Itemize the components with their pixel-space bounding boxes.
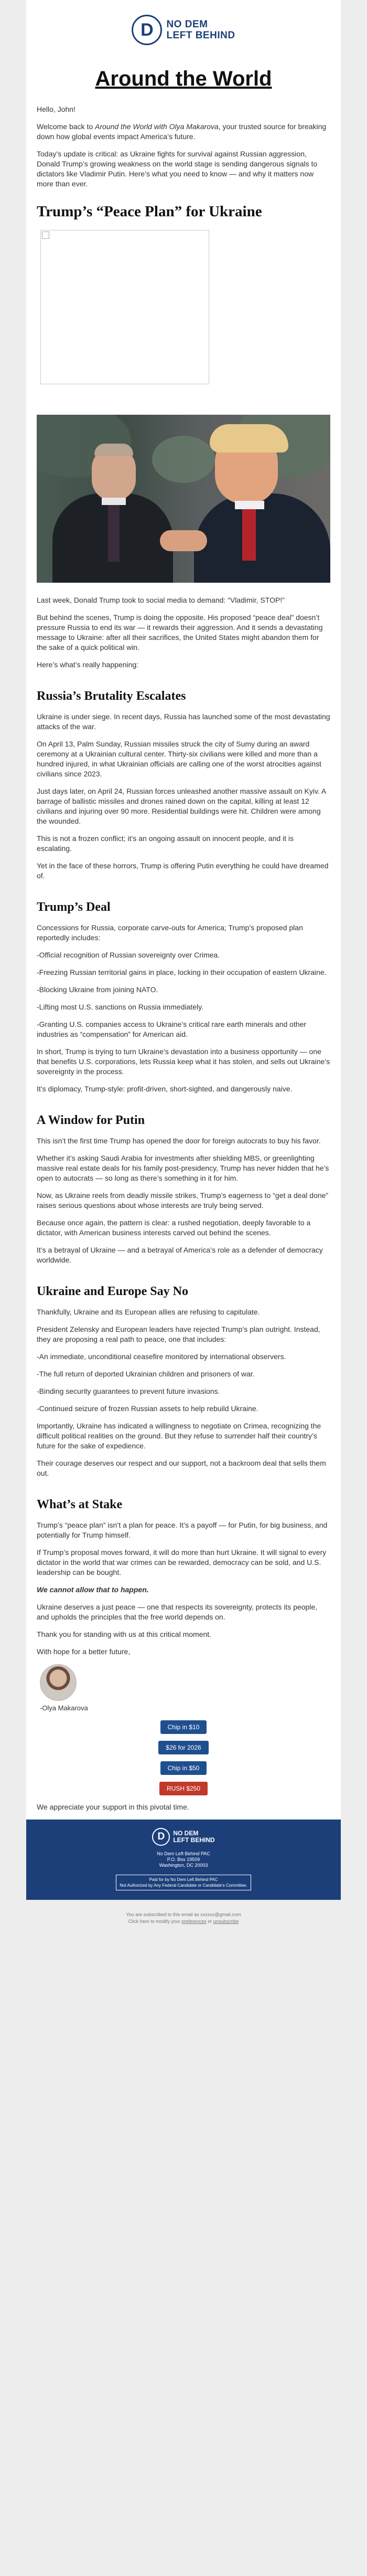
news-photo [37, 415, 330, 583]
subscription-notice [0, 1911, 367, 1925]
donate-26-button[interactable]: $26 for 2026 [158, 1741, 208, 1754]
s5-p4: Their courage deserves our respect and our support, not a backroom deal that sells them out. [37, 1459, 326, 1477]
s6-p2: If Trump’s proposal moves forward, it will do more than hurt Ukraine. It will signal to every dictator in the world that war crimes can be rewarded, democracy can be sold, and U.S. leadership can be bought. [37, 1548, 327, 1576]
footer-logo-line-1: NO DEM [173, 1830, 199, 1837]
s2-p1: Ukraine is under siege. In recent days, Russia has launched some of the most devastating attacks of the war. [37, 712, 330, 731]
logo-wordmark [166, 19, 235, 41]
list-item: -The full return of deported Ukrainian children and prisoners of war. [37, 1370, 255, 1378]
section-heading-at-stake: What’s at Stake [37, 1498, 123, 1511]
section-heading-brutality: Russia’s Brutality Escalates [37, 689, 186, 703]
s3-p2: In short, Trump is trying to turn Ukraine’s devastation into a business opportunity — one that benefits U.S. corporations, lets Russia keep what it has stolen, and sells out Ukraine’s sovereignty in the process. [37, 1047, 330, 1076]
logo-letter: D [141, 20, 154, 40]
s6-p6: With hope for a better future, [37, 1647, 131, 1656]
author-avatar [40, 1664, 77, 1701]
header-logo-area [37, 0, 330, 51]
donate-250-button[interactable]: RUSH $250 [159, 1782, 208, 1795]
unsubscribe-link[interactable]: unsubscribe [213, 1919, 239, 1924]
paid-line-1: Paid for by No Dem Left Behind PAC [149, 1877, 218, 1882]
s3-p3: It’s diplomacy, Trump-style: profit-driven, short-sighted, and dangerously naive. [37, 1085, 293, 1093]
list-item: -Continued seizure of frozen Russian assets to help rebuild Ukraine. [37, 1404, 258, 1413]
s5-p2: President Zelensky and European leaders have rejected Trump’s plan outright. Instead, they are proposing a real path to peace, one that includes: [37, 1325, 320, 1343]
list-item: -Blocking Ukraine from joining NATO. [37, 985, 158, 994]
s6-p3: We cannot allow that to happen. [37, 1585, 149, 1594]
subscription-line: You are subscribed to this email as xxxxxx@gmail.com [126, 1912, 241, 1917]
preferences-link[interactable]: preferences [181, 1919, 207, 1924]
list-item: -Lifting most U.S. sanctions on Russia immediately. [37, 1003, 203, 1011]
manage-pre: Click here to modify your [128, 1919, 182, 1924]
s2-p5: Yet in the face of these horrors, Trump is offering Putin everything he could have dreamed of. [37, 861, 329, 880]
section-heading-trumps-deal: Trump’s Deal [37, 900, 111, 914]
section-heading-window: A Window for Putin [37, 1113, 145, 1127]
footer-logo[interactable] [152, 1828, 214, 1846]
welcome-paragraph [37, 122, 330, 142]
brand-logo[interactable] [132, 15, 235, 45]
welcome-post: , your trusted source for breaking down how global events impact America’s future. [37, 122, 327, 141]
s1-p3: Here’s what’s really happening: [37, 660, 139, 669]
manage-line [0, 1918, 367, 1925]
list-item: -Official recognition of Russian sovereignty over Crimea. [37, 951, 220, 959]
list-item: -An immediate, unconditional ceasefire monitored by international observers. [37, 1352, 286, 1361]
s1-p2: But behind the scenes, Trump is doing the opposite. His proposed “peace deal” doesn’t pressure Russia to end its war — it rewards their aggression. And it sends a devastating message to Ukraine: after all their sacrifices, the United States might abandon them for the sake of a quick political win. [37, 613, 323, 651]
s6-p1: Trump’s “peace plan” isn’t a plan for peace. It’s a payoff — for Putin, for big business, and potentially for Trump himself. [37, 1521, 328, 1539]
s4-p1: This isn’t the first time Trump has opened the door for foreign autocrats to buy his favor. [37, 1137, 321, 1145]
footer-org-name: No Dem Left Behind PAC [157, 1851, 210, 1856]
paid-for-disclaimer [116, 1875, 251, 1890]
newsletter-name: Around the World with Olya Makarova [95, 122, 219, 131]
s1-p1: Last week, Donald Trump took to social media to demand: “Vladimir, STOP!” [37, 596, 285, 604]
logo-line-1: NO DEM [166, 19, 208, 30]
footer-address [26, 1851, 341, 1868]
logo-badge-icon [132, 15, 162, 45]
footer-logo-letter: D [157, 1831, 165, 1842]
section-heading-peace-plan: Trump’s “Peace Plan” for Ukraine [37, 203, 262, 220]
donate-50-button[interactable]: Chip in $50 [160, 1761, 207, 1775]
list-item: -Freezing Russian territorial gains in place, locking in their occupation of eastern Ukraine. [37, 968, 327, 976]
section-heading-ukraine-europe: Ukraine and Europe Say No [37, 1285, 188, 1298]
welcome-pre: Welcome back to [37, 122, 95, 131]
today-paragraph: Today’s update is critical: as Ukraine fights for survival against Russian aggression, Donald Trump’s growing weakness on the world stage is sending dangerous signals to dictators like Vladimir Putin. Here’s what you need to know — and why it matters now more than ever. [37, 150, 318, 188]
list-item: -Granting U.S. companies access to Ukraine’s critical rare earth minerals and other industries as “compensation” for American aid. [37, 1020, 307, 1038]
footer-logo-badge-icon [152, 1828, 170, 1846]
paid-line-2: Not Authorized by Any Federal Candidate or Candidate's Committee. [120, 1883, 247, 1888]
donation-buttons [37, 1720, 330, 1795]
footer-wordmark [173, 1830, 214, 1844]
s6-p5: Thank you for standing with us at this critical moment. [37, 1630, 212, 1638]
donate-10-button[interactable]: Chip in $10 [160, 1720, 207, 1734]
footer [26, 1820, 341, 1900]
broken-image-placeholder [40, 230, 209, 384]
s2-p4: This is not a frozen conflict; it’s an ongoing assault on innocent people, and it is escalating. [37, 834, 294, 853]
s2-p2: On April 13, Palm Sunday, Russian missiles struck the city of Sumy during an award ceremony at a Ukrainian cultural center. Thirty-six civilians were killed and more than a hundred injured, in what Ukrainian officials are calling one of the worst atrocities against civilians since 2023. [37, 740, 321, 778]
s6-p4: Ukraine deserves a just peace — one that respects its sovereignty, protects its people, and upholds the principles that the free world depends on. [37, 1603, 318, 1621]
s4-p5: It’s a betrayal of Ukraine — and a betrayal of America’s role as a defender of democracy worldwide. [37, 1246, 323, 1264]
closing-line: We appreciate your support in this pivotal time. [37, 1803, 189, 1811]
logo-line-2: LEFT BEHIND [166, 30, 235, 41]
newsletter-title: Around the World [95, 67, 272, 90]
s2-p3: Just days later, on April 24, Russian forces unleashed another massive assault on Kyiv. A barrage of ballistic missiles and drones rained down on the capital, killing at least 12 civilians and injuring over 90 more. Residential buildings were hit. Children were among the wounded. [37, 787, 326, 825]
signature: -Olya Makarova [40, 1704, 88, 1712]
s5-p1: Thankfully, Ukraine and its European allies are refusing to capitulate. [37, 1308, 260, 1316]
email-card [26, 0, 341, 1820]
s4-p3: Now, as Ukraine reels from deadly missile strikes, Trump’s eagerness to “get a deal done” raises serious questions about whose interests are truly being served. [37, 1191, 329, 1210]
s5-p3: Importantly, Ukraine has indicated a willingness to negotiate on Crimea, recognizing the difficult political realities on the ground. But they refuse to surrender half their country’s future for the sake of expedience. [37, 1422, 321, 1450]
s4-p2: Whether it’s asking Saudi Arabia for investments after shielding MBS, or greenlighting massive real estate deals for his family post-presidency, Trump has never hidden that he’s open to autocrats — so long as there’s something in it for him. [37, 1154, 329, 1182]
s3-p1: Concessions for Russia, corporate carve-outs for America; Trump’s proposed plan reportedly includes: [37, 923, 303, 942]
manage-mid: or [206, 1919, 213, 1924]
broken-image-icon [42, 232, 49, 239]
footer-address-line-2: Washington, DC 20003 [159, 1863, 208, 1868]
footer-logo-line-2: LEFT BEHIND [173, 1836, 215, 1844]
s4-p4: Because once again, the pattern is clear: a rushed negotiation, deeply favorable to a dictator, with American business interests carved out behind the scenes. [37, 1218, 311, 1237]
greeting: Hello, John! [37, 105, 75, 113]
list-item: -Binding security guarantees to prevent future invasions. [37, 1387, 220, 1395]
footer-address-line-1: P.O. Box 19509 [167, 1857, 200, 1862]
